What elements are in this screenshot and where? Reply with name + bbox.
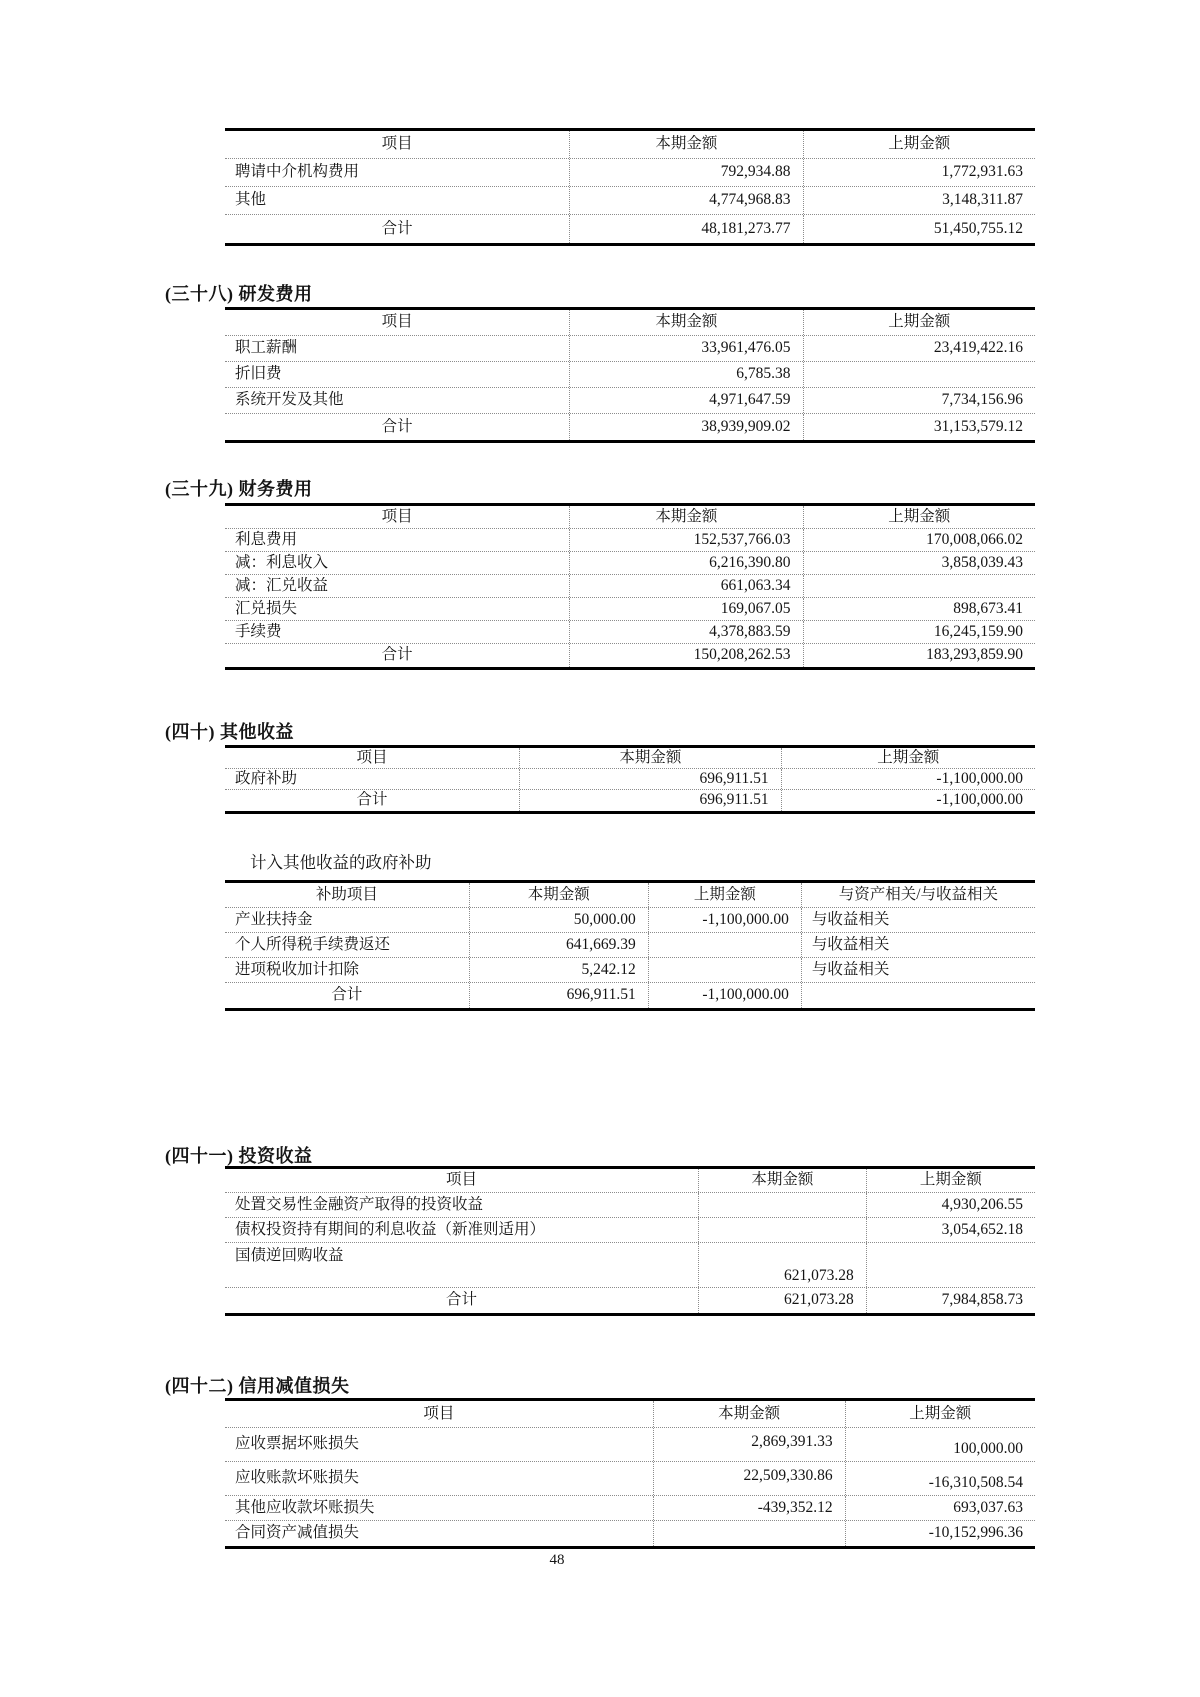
- column-header: 上期金额: [648, 883, 801, 907]
- table-cell: -439,352.12: [653, 1496, 845, 1520]
- column-header: 项目: [381, 507, 413, 525]
- column-header: 项目: [423, 1404, 455, 1422]
- total-row: [225, 414, 1035, 440]
- table-cell: 合计: [381, 646, 413, 664]
- table-cell: [648, 933, 801, 957]
- table-header-row: [225, 1169, 1035, 1193]
- table-cell: 与收益相关: [801, 958, 1035, 982]
- section-38-heading: (三十八) 研发费用: [165, 284, 313, 304]
- column-header: 本期金额: [653, 1401, 845, 1427]
- table-cell: 与收益相关: [801, 908, 1035, 932]
- table-cell: 减：汇兑收益: [235, 576, 329, 594]
- table-cell: 5,242.12: [469, 958, 648, 982]
- other-income-table: [225, 745, 1035, 814]
- table-cell: 100,000.00: [845, 1428, 1035, 1461]
- column-header: 本期金额: [569, 310, 802, 335]
- table-cell: -16,310,508.54: [845, 1462, 1035, 1495]
- table-cell: 183,293,859.90: [803, 644, 1035, 667]
- table-cell: 与收益相关: [801, 933, 1035, 957]
- credit-impairment-table: [225, 1398, 1035, 1549]
- table-row: [225, 1193, 1035, 1218]
- table-header-row: [225, 506, 1035, 529]
- table-cell: 31,153,579.12: [803, 414, 1035, 440]
- table-cell: 合同资产减值损失: [235, 1524, 360, 1542]
- table-cell: 16,245,159.90: [803, 621, 1035, 643]
- table-row: [225, 552, 1035, 575]
- table-cell: [801, 983, 1035, 1008]
- table-cell: 621,073.28: [698, 1243, 866, 1287]
- column-header: 本期金额: [569, 131, 802, 158]
- table-cell: 1,772,931.63: [803, 159, 1035, 186]
- table-cell: 898,673.41: [803, 598, 1035, 620]
- table-row: [225, 933, 1035, 958]
- column-header: 上期金额: [781, 748, 1035, 768]
- table-row: [225, 908, 1035, 933]
- table-cell: -10,152,996.36: [845, 1521, 1035, 1546]
- table-row: [225, 336, 1035, 362]
- table-cell: 系统开发及其他: [235, 391, 344, 409]
- table-row: [225, 529, 1035, 552]
- column-header: 本期金额: [469, 883, 648, 907]
- table-cell: 处置交易性金融资产取得的投资收益: [235, 1195, 484, 1213]
- column-header: 上期金额: [803, 506, 1035, 528]
- table-cell: -1,100,000.00: [648, 908, 801, 932]
- table-cell: [698, 1218, 866, 1242]
- table-cell: 其他应收款坏账损失: [235, 1498, 375, 1516]
- table-row: [225, 388, 1035, 414]
- table-cell: [698, 1193, 866, 1217]
- table-cell: 政府补助: [235, 769, 298, 787]
- table-cell: 聘请中介机构费用: [235, 163, 360, 181]
- table-cell: 33,961,476.05: [569, 336, 802, 361]
- table-header-row: [225, 748, 1035, 769]
- table-cell: 2,869,391.33: [653, 1428, 845, 1461]
- table-row: [225, 1496, 1035, 1521]
- column-header: 补助项目: [315, 885, 378, 903]
- column-header: 与资产相关/与收益相关: [801, 883, 1035, 907]
- table-cell: 产业扶持金: [235, 910, 313, 928]
- table-cell: 7,734,156.96: [803, 388, 1035, 413]
- table-row: [225, 769, 1035, 790]
- table-cell: 合计: [381, 417, 413, 435]
- intermediary-fees-table: [225, 128, 1035, 246]
- column-header: 项目: [446, 1171, 478, 1189]
- column-header: 上期金额: [845, 1401, 1035, 1427]
- table-cell: 150,208,262.53: [569, 644, 802, 667]
- table-cell: 合计: [356, 791, 388, 809]
- table-cell: -1,100,000.00: [781, 769, 1035, 789]
- section-42-heading: (四十二) 信用减值损失: [165, 1376, 350, 1396]
- table-cell: 4,971,647.59: [569, 388, 802, 413]
- table-cell: 6,785.38: [569, 362, 802, 387]
- column-header: 上期金额: [803, 310, 1035, 335]
- table-header-row: [225, 131, 1035, 159]
- table-cell: [866, 1243, 1035, 1287]
- column-header: 项目: [381, 135, 413, 153]
- table-cell: 进项税收加计扣除: [235, 960, 360, 978]
- table-cell: 23,419,422.16: [803, 336, 1035, 361]
- column-header: 项目: [356, 748, 388, 766]
- table-cell: 合计: [381, 219, 413, 237]
- table-cell: 792,934.88: [569, 159, 802, 186]
- table-cell: 个人所得税手续费返还: [235, 935, 391, 953]
- table-cell: 48,181,273.77: [569, 215, 802, 243]
- table-cell: 手续费: [235, 622, 282, 640]
- table-row: [225, 362, 1035, 388]
- table-row: [225, 1218, 1035, 1243]
- table-cell: 4,378,883.59: [569, 621, 802, 643]
- table-cell: 621,073.28: [698, 1288, 866, 1313]
- government-subsidy-caption: 计入其他收益的政府补助: [250, 853, 432, 872]
- table-cell: 3,858,039.43: [803, 552, 1035, 574]
- table-row: [225, 575, 1035, 598]
- column-header: 上期金额: [866, 1169, 1035, 1192]
- section-41-heading: (四十一) 投资收益: [165, 1146, 313, 1166]
- table-cell: 22,509,330.86: [653, 1462, 845, 1495]
- table-row: [225, 598, 1035, 621]
- table-header-row: [225, 1401, 1035, 1428]
- table-cell: [653, 1521, 845, 1546]
- table-cell: [803, 362, 1035, 387]
- table-cell: 641,669.39: [469, 933, 648, 957]
- table-cell: 折旧费: [235, 365, 282, 383]
- total-row: [225, 215, 1035, 243]
- total-row: [225, 1288, 1035, 1313]
- table-cell: 职工薪酬: [235, 339, 298, 357]
- table-cell: 38,939,909.02: [569, 414, 802, 440]
- table-cell: 合计: [446, 1291, 478, 1309]
- table-cell: -1,100,000.00: [781, 790, 1035, 811]
- table-cell: 696,911.51: [519, 769, 781, 789]
- section-40-heading: (四十) 其他收益: [165, 722, 294, 742]
- table-cell: 696,911.51: [519, 790, 781, 811]
- rd-expense-table: [225, 307, 1035, 443]
- table-cell: 169,067.05: [569, 598, 802, 620]
- table-row: [225, 1243, 1035, 1288]
- table-cell: 应收票据坏账损失: [235, 1435, 360, 1453]
- table-cell: 6,216,390.80: [569, 552, 802, 574]
- table-cell: 152,537,766.03: [569, 529, 802, 551]
- column-header: 本期金额: [698, 1169, 866, 1192]
- column-header: 上期金额: [803, 131, 1035, 158]
- total-row: [225, 790, 1035, 811]
- table-cell: 利息费用: [235, 530, 298, 548]
- table-row: [225, 187, 1035, 215]
- page-number: 48: [549, 1552, 565, 1568]
- column-header: 本期金额: [519, 748, 781, 768]
- table-header-row: [225, 883, 1035, 908]
- table-row: [225, 958, 1035, 983]
- government-subsidy-table: [225, 880, 1035, 1011]
- table-cell: 50,000.00: [469, 908, 648, 932]
- table-row: [225, 159, 1035, 187]
- table-cell: 7,984,858.73: [866, 1288, 1035, 1313]
- table-row: [225, 1462, 1035, 1496]
- table-cell: 国债逆回购收益: [235, 1247, 344, 1264]
- table-row: [225, 621, 1035, 644]
- investment-income-table: [225, 1166, 1035, 1316]
- table-cell: 3,054,652.18: [866, 1218, 1035, 1242]
- table-cell: 3,148,311.87: [803, 187, 1035, 214]
- table-header-row: [225, 310, 1035, 336]
- section-39-heading: (三十九) 财务费用: [165, 479, 313, 499]
- table-cell: 696,911.51: [469, 983, 648, 1008]
- total-row: [225, 983, 1035, 1008]
- table-cell: 51,450,755.12: [803, 215, 1035, 243]
- table-cell: 汇兑损失: [235, 599, 298, 617]
- table-cell: [803, 575, 1035, 597]
- table-row: [225, 1428, 1035, 1462]
- total-row: [225, 644, 1035, 667]
- table-cell: -1,100,000.00: [648, 983, 801, 1008]
- table-cell: [648, 958, 801, 982]
- table-cell: 减：利息收入: [235, 553, 329, 571]
- column-header: 本期金额: [569, 506, 802, 528]
- financial-expense-table: [225, 503, 1035, 670]
- table-row: [225, 1521, 1035, 1546]
- table-cell: 债权投资持有期间的利息收益（新准则适用）: [235, 1220, 546, 1238]
- table-cell: 4,930,206.55: [866, 1193, 1035, 1217]
- table-cell: 170,008,066.02: [803, 529, 1035, 551]
- table-cell: 其他: [235, 191, 267, 209]
- table-cell: 应收账款坏账损失: [235, 1469, 360, 1487]
- table-cell: 661,063.34: [569, 575, 802, 597]
- table-cell: 合计: [331, 986, 363, 1004]
- column-header: 项目: [381, 313, 413, 331]
- table-cell: 4,774,968.83: [569, 187, 802, 214]
- table-cell: 693,037.63: [845, 1496, 1035, 1520]
